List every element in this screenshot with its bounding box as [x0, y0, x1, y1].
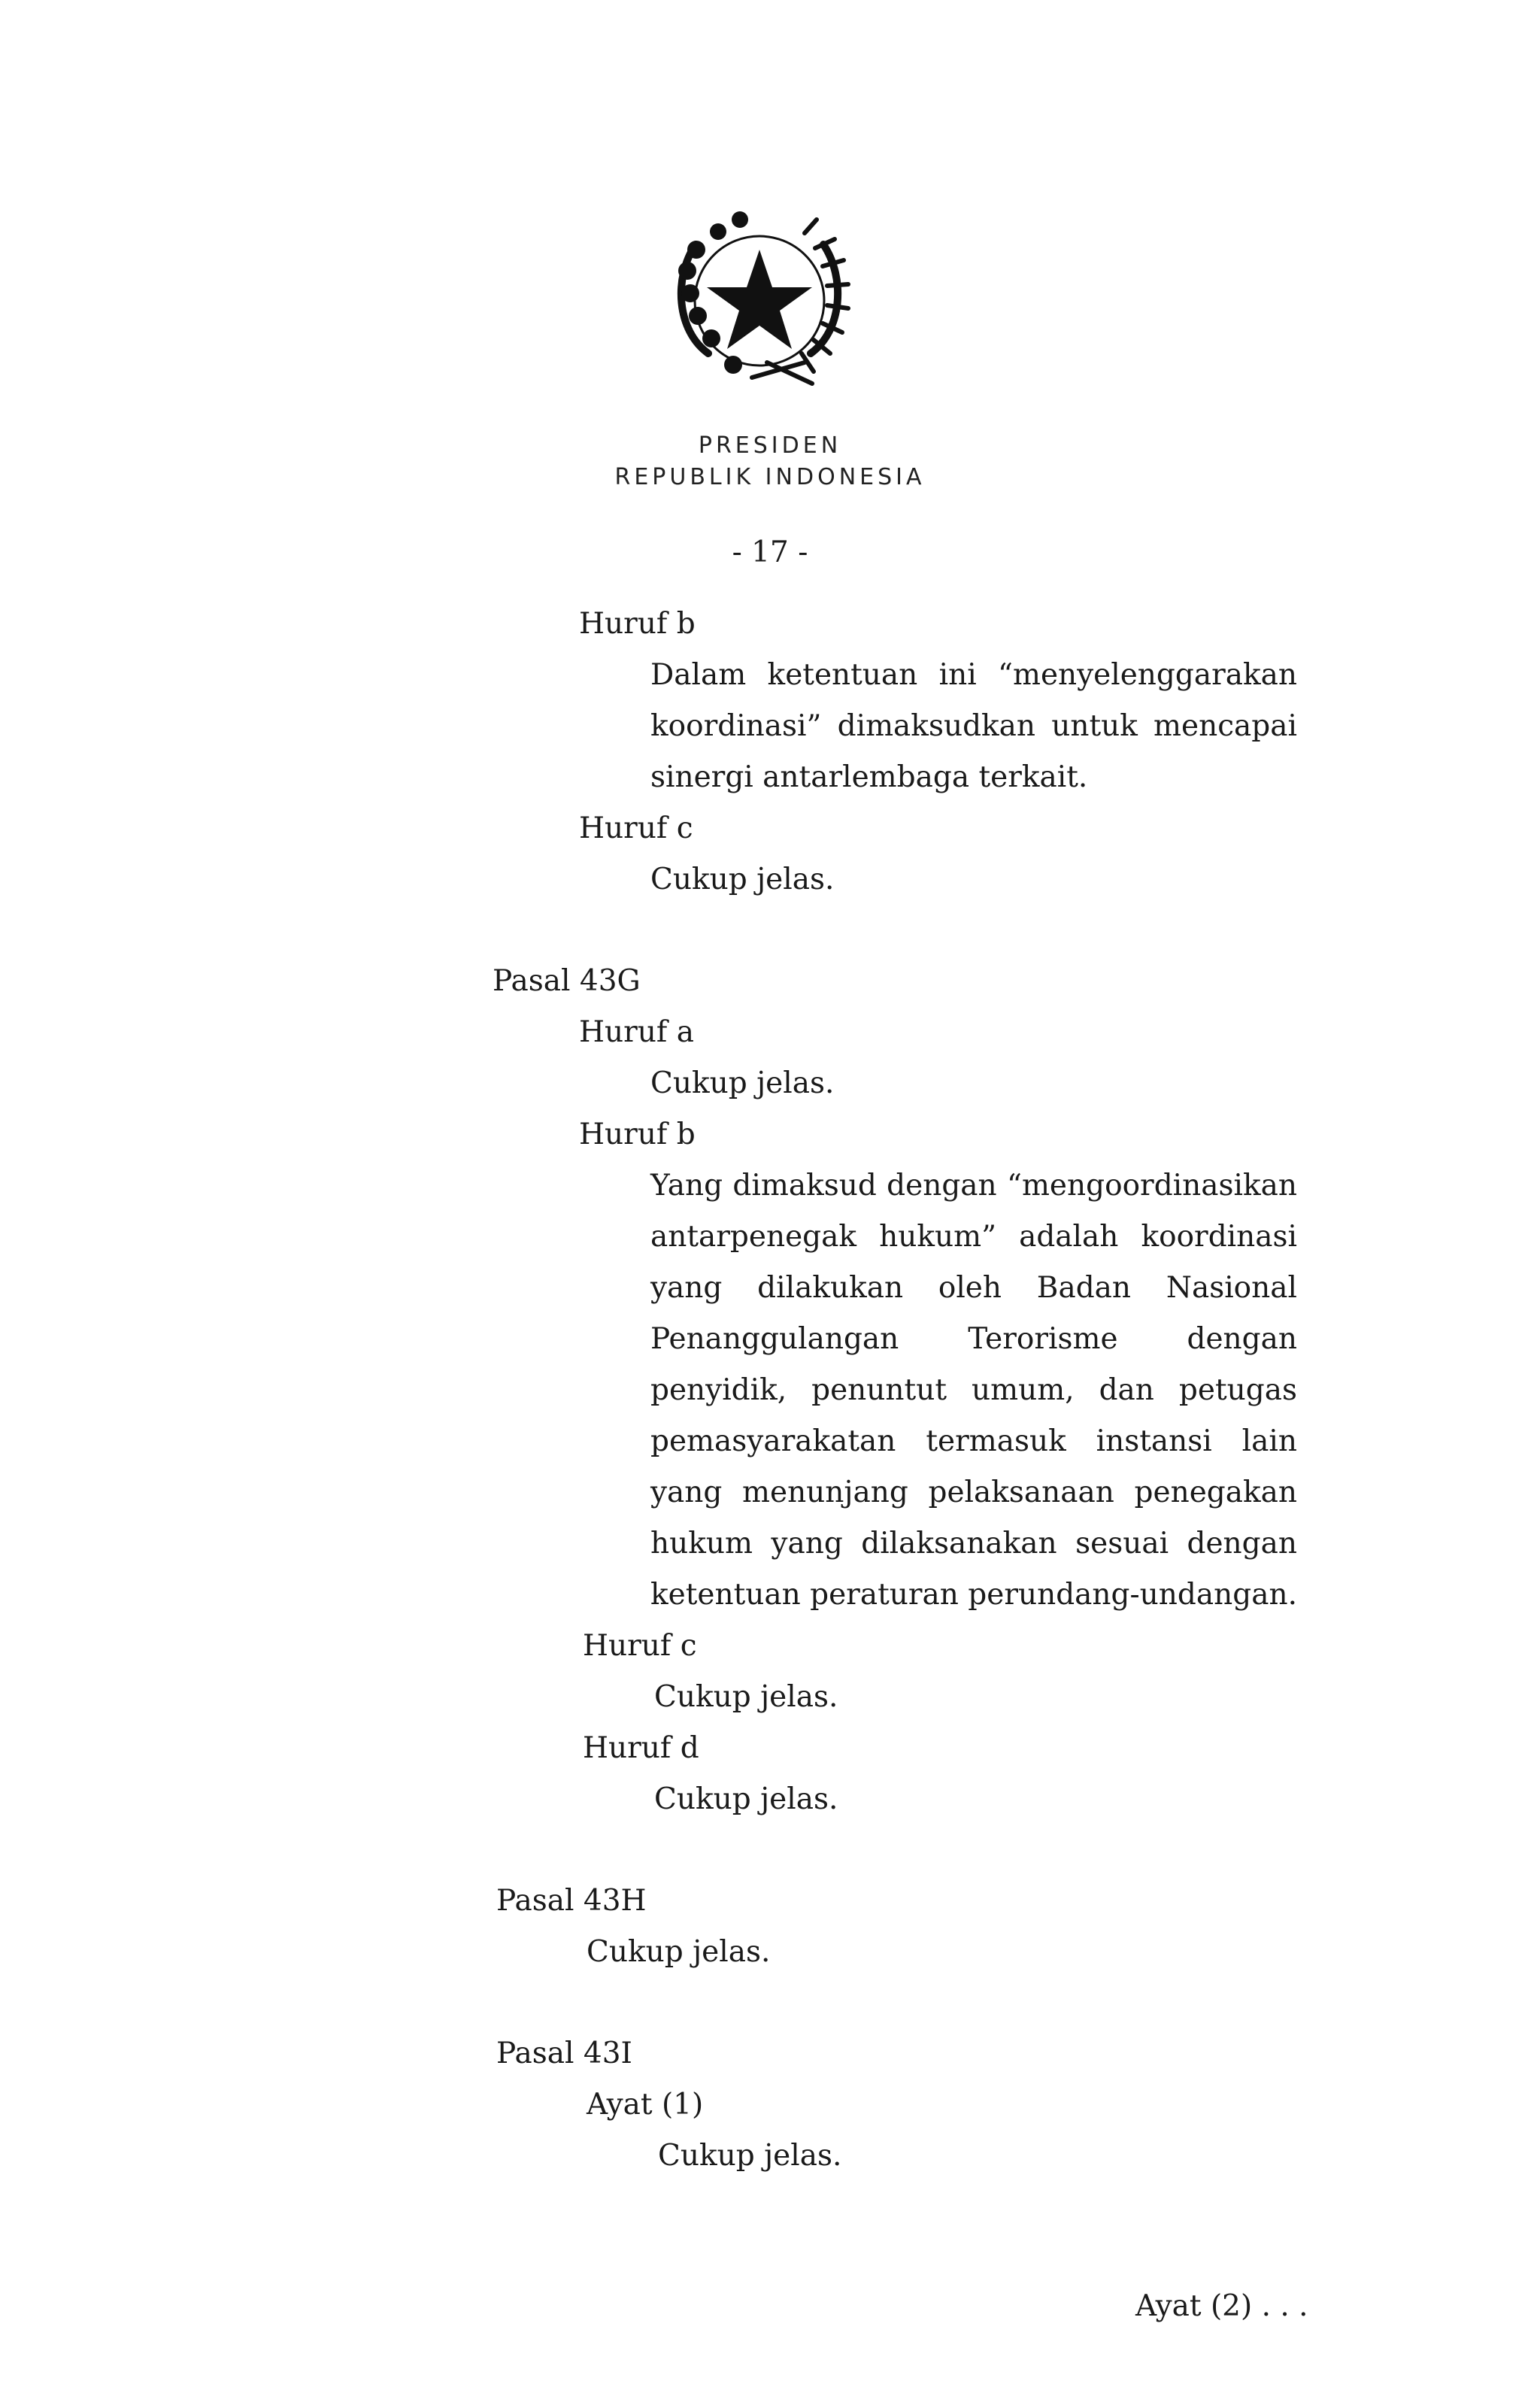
pasal-43i-ayat-1-label: Ayat (1) [587, 2088, 704, 2122]
huruf-b-label: Huruf b [579, 607, 696, 641]
pasal-43g-huruf-c-label: Huruf c [583, 1629, 697, 1663]
huruf-c-label: Huruf c [579, 811, 693, 845]
pasal-43g-huruf-b-label: Huruf b [579, 1118, 696, 1151]
pasal-43g-huruf-d-text: Cukup jelas. [654, 1782, 838, 1816]
huruf-b-text-line: Dalam ketentuan ini “menyelenggarakan [650, 658, 1297, 692]
pasal-43g-huruf-b-line: ketentuan peraturan perundang-undangan. [650, 1578, 1297, 1612]
page-number: - 17 - [732, 535, 808, 569]
header-title-presiden: PRESIDEN [698, 432, 842, 459]
pasal-43g-huruf-b-line: hukum yang dilaksanakan sesuai dengan [650, 1527, 1297, 1561]
pasal-43g-huruf-c-text: Cukup jelas. [654, 1680, 838, 1714]
pasal-43g-huruf-a-label: Huruf a [579, 1015, 694, 1049]
pasal-43g-huruf-b-line: penyidik, penuntut umum, dan petugas [650, 1373, 1297, 1407]
next-page-reference: Ayat (2) . . . [1135, 2289, 1308, 2323]
huruf-b-text-line: koordinasi” dimaksudkan untuk mencapai [650, 709, 1297, 743]
pasal-43g-huruf-b-line: Penanggulangan Terorisme dengan [650, 1322, 1297, 1356]
huruf-b-text-line: sinergi antarlembaga terkait. [650, 760, 1088, 794]
pasal-43g-huruf-d-label: Huruf d [583, 1731, 699, 1765]
pasal-43g-huruf-b-line: pemasyarakatan termasuk instansi lain [650, 1424, 1297, 1458]
huruf-c-text: Cukup jelas. [650, 863, 835, 896]
header-title-republik-indonesia: REPUBLIK INDONESIA [614, 464, 926, 490]
pasal-43g-title: Pasal 43G [493, 964, 641, 998]
pasal-43g-huruf-b-line: Yang dimaksud dengan “mengoordinasikan [650, 1169, 1297, 1203]
pasal-43i-title: Pasal 43I [496, 2037, 632, 2070]
pasal-43i-ayat-1-text: Cukup jelas. [658, 2139, 842, 2173]
presidential-emblem [662, 203, 857, 399]
pasal-43h-text: Cukup jelas. [587, 1935, 771, 1969]
pasal-43g-huruf-a-text: Cukup jelas. [650, 1066, 835, 1100]
pasal-43g-huruf-b-line: yang menunjang pelaksanaan penegakan [650, 1476, 1297, 1509]
pasal-43g-huruf-b-line: yang dilakukan oleh Badan Nasional [650, 1271, 1297, 1305]
pasal-43h-title: Pasal 43H [496, 1884, 647, 1918]
pasal-43g-huruf-b-line: antarpenegak hukum” adalah koordinasi [650, 1220, 1297, 1254]
presidential-star-emblem-icon [662, 203, 857, 399]
